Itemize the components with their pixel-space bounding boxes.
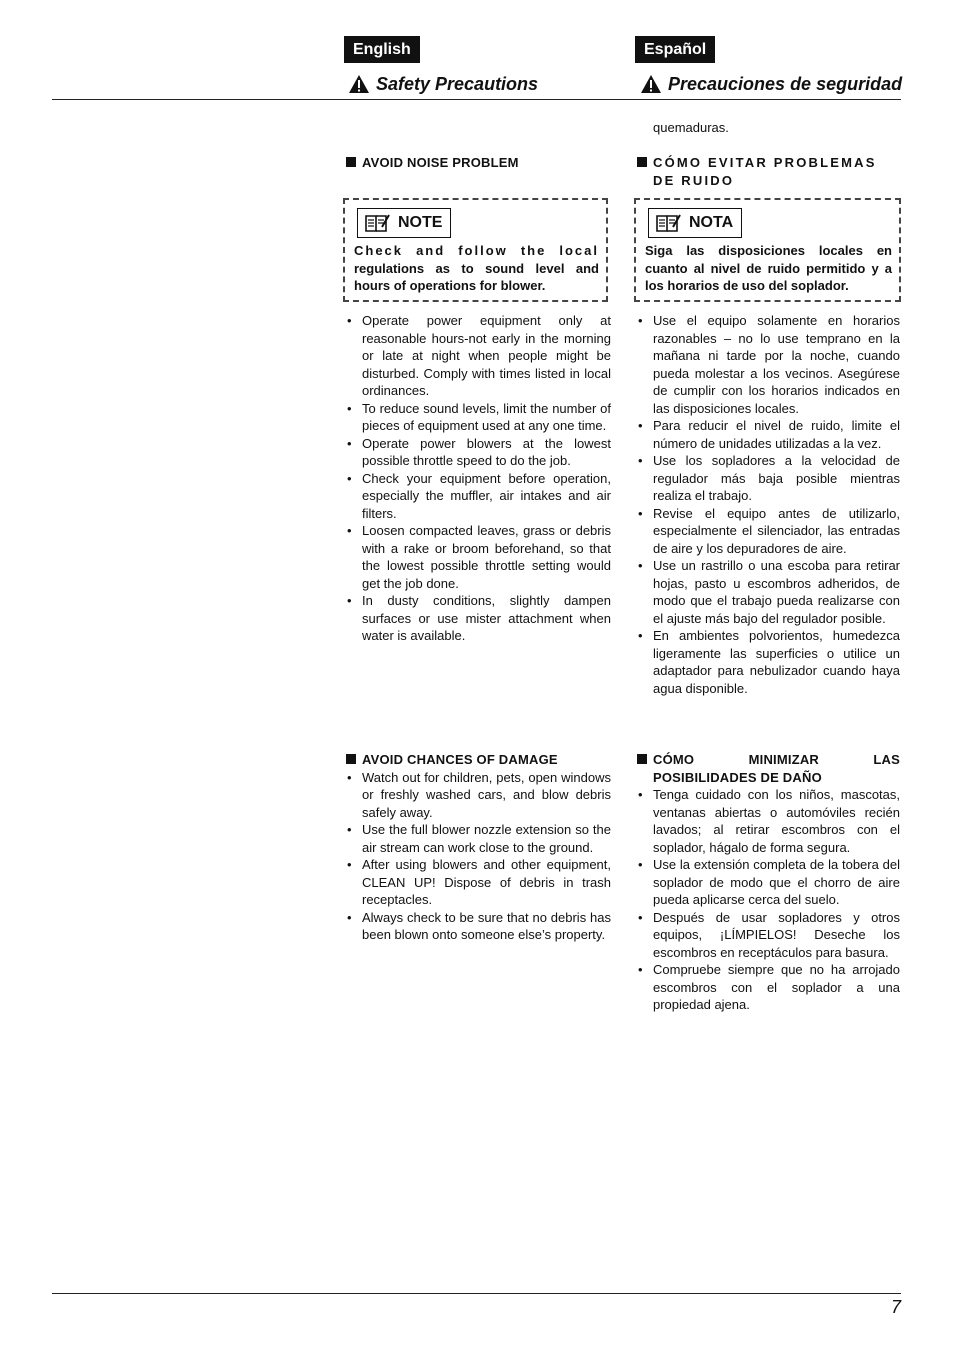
english-noise-section bbox=[346, 154, 611, 172]
english-noise-list bbox=[346, 312, 611, 645]
square-bullet-icon bbox=[637, 754, 647, 764]
list-item: • Operate power equipment only at reasonable hours-not early in the morning or late at night when people might be disturbed. Comply with times listed in local ordinances. bbox=[346, 312, 611, 400]
list-item: • After using blowers and other equipment, CLEAN UP! Dispose of debris in trash receptacles. bbox=[346, 856, 611, 909]
list-item: • Compruebe siempre que no ha arrojado escombros con el soplador a una propiedad ajena. bbox=[637, 961, 900, 1014]
square-bullet-icon bbox=[637, 157, 647, 167]
warning-triangle-icon bbox=[640, 74, 662, 94]
footer-rule bbox=[52, 1293, 901, 1294]
list-item: • Use los sopladores a la velocidad de regulador más baja posible mientras realiza el trabajo. bbox=[637, 452, 900, 505]
spanish-note-text: Siga las disposiciones locales en cuanto al nivel de ruido permitido y a los horarios de uso del soplador. bbox=[645, 243, 892, 293]
english-note-text: Check and follow the local regulations as to sound level and hours of operations for blower. bbox=[354, 243, 599, 293]
english-damage-heading: AVOID CHANCES OF DAMAGE bbox=[346, 751, 611, 769]
list-item: • Tenga cuidado con los niños, mascotas, ventanas abiertas o automóviles recién lavados; al retirar escombros con el soplador, hágalo de forma segura. bbox=[637, 786, 900, 856]
open-book-icon bbox=[364, 213, 390, 233]
list-item: • Use la extensión completa de la tobera del soplador de modo que el chorro de aire pueda aplicarse cerca del suelo. bbox=[637, 856, 900, 909]
spanish-damage-section bbox=[637, 751, 900, 1014]
list-item: • Revise el equipo antes de utilizarlo, especialmente el silenciador, las entradas de aire y los depuradores de aire. bbox=[637, 505, 900, 558]
list-item: • Use el equipo solamente en horarios razonables – no lo use temprano en la mañana ni tarde por la noche, cuando pueda molestar a los vecinos. Asegúrese de cumplir con los horarios indicados en las disposiciones locales. bbox=[637, 312, 900, 417]
list-item: • In dusty conditions, slightly dampen surfaces or use mister attachment when water is available. bbox=[346, 592, 611, 645]
spanish-damage-heading: CÓMO MINIMIZAR LAS bbox=[637, 751, 900, 769]
list-item: • Watch out for children, pets, open windows or freshly washed cars, and blow debris safely away. bbox=[346, 769, 611, 822]
note-label: NOTA bbox=[648, 208, 742, 238]
english-note-box bbox=[343, 198, 608, 302]
list-item: • Para reducir el nivel de ruido, limite el número de unidades utilizadas a la vez. bbox=[637, 417, 900, 452]
note-label: NOTE bbox=[357, 208, 451, 238]
spanish-continued-text: quemaduras. bbox=[653, 120, 729, 135]
list-item: • Después de usar sopladores y otros equipos, ¡LÍMPIELOS! Deseche los escombros en receptáculos para basura. bbox=[637, 909, 900, 962]
open-book-icon bbox=[655, 213, 681, 233]
title-spanish-text: Precauciones de seguridad bbox=[668, 74, 903, 94]
spanish-noise-section bbox=[637, 154, 902, 189]
spanish-damage-heading-line2: POSIBILIDADES DE DAÑO bbox=[653, 769, 822, 785]
list-item: • To reduce sound levels, limit the number of pieces of equipment used at any one time. bbox=[346, 400, 611, 435]
title-spanish bbox=[640, 72, 902, 96]
square-bullet-icon bbox=[346, 754, 356, 764]
english-damage-section bbox=[346, 751, 611, 944]
language-tag-spanish: Español bbox=[635, 36, 715, 63]
page-number: 7 bbox=[890, 1297, 901, 1317]
title-english bbox=[348, 72, 538, 96]
list-item: • En ambientes polvorientos, humedezca ligeramente las superficies o utilice un adaptador para nebulizador cuando haya agua disponible. bbox=[637, 627, 900, 697]
language-tag-english: English bbox=[344, 36, 420, 63]
list-item: • Operate power blowers at the lowest possible throttle speed to do the job. bbox=[346, 435, 611, 470]
list-item: • Always check to be sure that no debris has been blown onto someone else’s property. bbox=[346, 909, 611, 944]
square-bullet-icon bbox=[346, 157, 356, 167]
english-noise-heading: AVOID NOISE PROBLEM bbox=[346, 154, 611, 172]
list-item: • Loosen compacted leaves, grass or debris with a rake or broom beforehand, so that the lowest possible throttle setting would get the job done. bbox=[346, 522, 611, 592]
spanish-noise-heading: CÓMO EVITAR PROBLEMAS DE RUIDO bbox=[637, 154, 902, 189]
spanish-noise-list bbox=[637, 312, 900, 697]
header-rule bbox=[52, 99, 901, 100]
title-english-text: Safety Precautions bbox=[376, 74, 539, 94]
spanish-note-box bbox=[634, 198, 901, 302]
list-item: • Check your equipment before operation, especially the muffler, air intakes and air filters. bbox=[346, 470, 611, 523]
list-item: • Use un rastrillo o una escoba para retirar hojas, pasto u escombros adheridos, de modo que el trabajo pueda realizarse con el ajuste más bajo del regulador posible. bbox=[637, 557, 900, 627]
warning-triangle-icon bbox=[348, 74, 370, 94]
list-item: • Use the full blower nozzle extension so the air stream can work close to the ground. bbox=[346, 821, 611, 856]
